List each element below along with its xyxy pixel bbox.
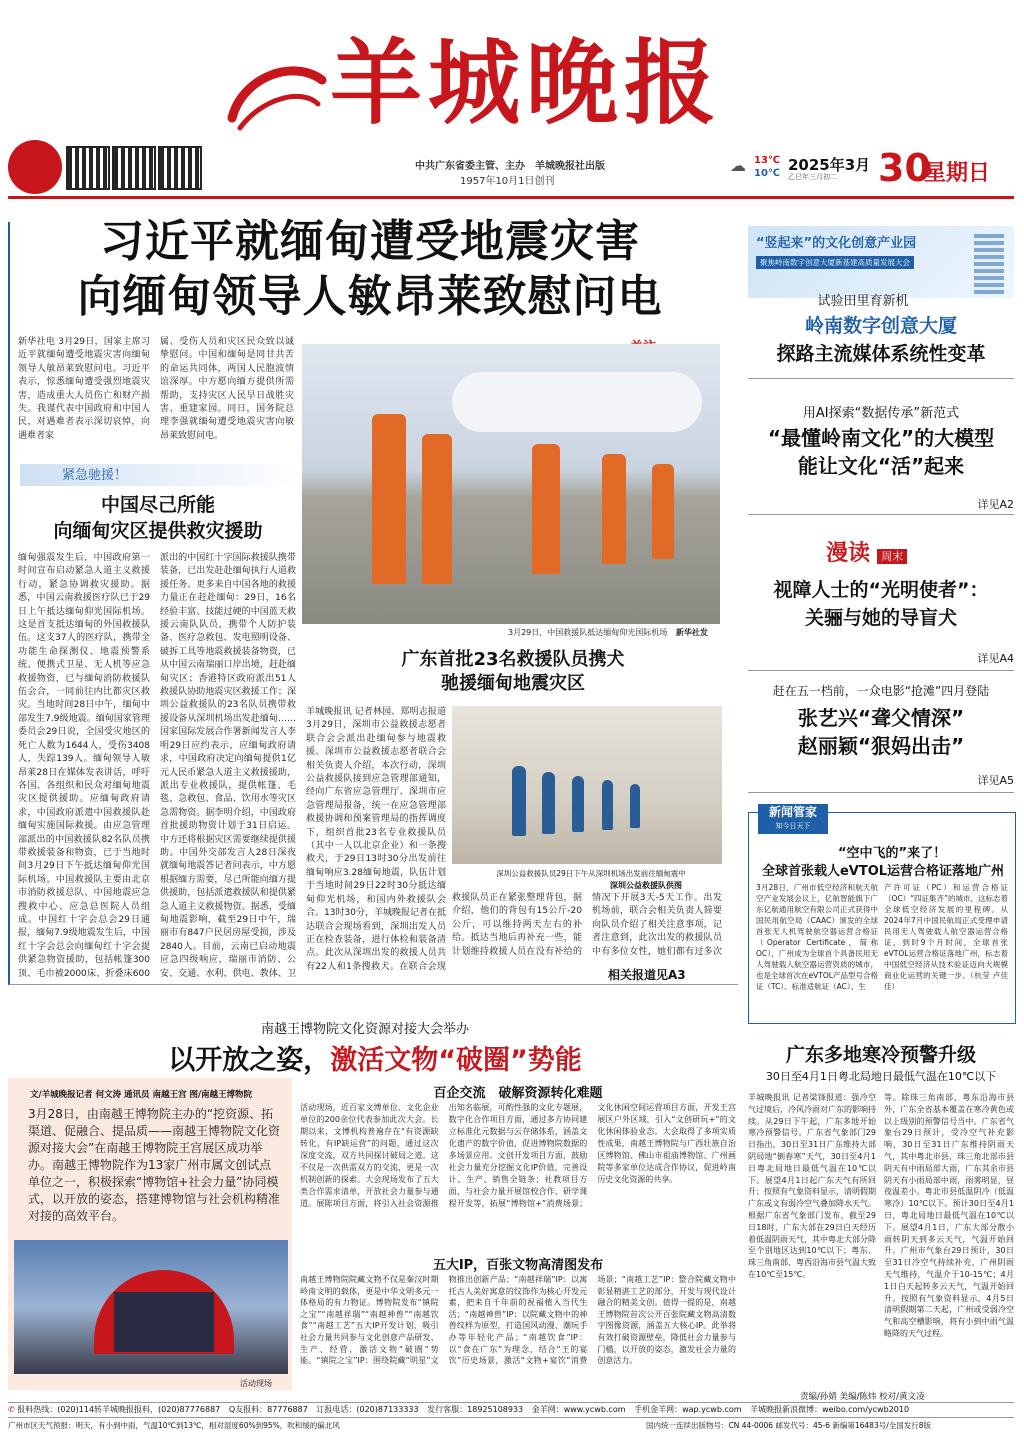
rescue-body-col1: 缅甸强震发生后，中国政府第一时间宣布启动紧急人道主义救援行动，紧急协调救灾援助。据悉，中国云南救援医疗队已于29日上午抵达缅甸仰光国际机场。这是首支抵达缅甸的外国救援队伍。这支37人的医疗队，携带全功能生命探测仪、地震预警系统、便携式卫星、无人机等应急救援物资，已与缅甸消防救援队伍会合，一同前往内比都灾区救灾。当地时间28日中午，缅甸中部发生7.9级地震。缅甸国家管理委员会29日说，全国受灾地区的死亡人数为1644人，受伤3408人，失踪139人。缅甸领导人敏昂莱28日在媒体发表讲话，呼吁各国、各组织和民众对缅甸地震灾区提供援助。应缅甸政府请求，中国政府派遣中国救援队赴缅甸实施国际救援。由应急管理部派出的中国救援队82名队员携带救援装备和物资，已于当地时间3月29日下午抵达缅甸仰光国际机场。中国救援队主要由北京市消防救援总队、中国地震应急搜救中心、应急总医院人员组成。中国红十字会总会29日通报，缅甸7.9级地震发生后，中国红十字会总会向缅甸红十字会提供紧急物资援助，包括帐篷300顶、毛巾被2000床、折叠床600	[18, 553, 150, 979]
airport-photo-caption: 深圳公益救援队员29日下午从深圳机场出发前往缅甸震中	[496, 869, 686, 878]
footer-qq: Q友报料：87776887	[228, 1405, 308, 1414]
footer-subscribe: 订报电话：(020)87133333	[316, 1405, 419, 1414]
qr-code-icon	[158, 146, 202, 190]
qr-code-icon	[112, 146, 156, 190]
rescuer-figure	[422, 434, 452, 584]
building-icon	[974, 234, 1004, 294]
lead-headline-line2: 向缅甸领导人敏昂莱致慰问电	[77, 271, 663, 322]
news-manager-title: 新闻管家	[768, 805, 817, 819]
footer-serial: 国内统一连续出版物号：CN 44-0006 邮发代号：45-6 新编第16483号/全国发行8版	[646, 1421, 932, 1430]
rescuer-figure	[602, 454, 626, 564]
weekend-tag-badge: 周末	[877, 549, 907, 564]
rescue-title	[18, 492, 298, 544]
footer-mobile: 手机金羊网：wap.ycwb.com	[634, 1405, 742, 1414]
footer-weibo: 羊城晚报新浪微博：weibo.com/ycwb2010	[750, 1405, 910, 1414]
museum-sub1-text: 活动现场，近百家文博单位、文化企业单位的200余位代表参加此次大会。长期以来，文博机构普遍存在“有资源缺转化，有IP缺运营”的问题，通过这次深度交流，双方共同探讨破局之道。这不仅是一次供需双方的交流，更是一次机制创新的探索。大会现场发布了五大类合作需求清单，开放社会力量参与通道。展陈项目方面，将引入社会资源推出知名临展，可酌性强的文化专题展，数字化合作项目方面，通过多方协同建立标准化元数据与云存储体系，涵盖文化遗产的数字价值，促进博物院数据的多场景应用。文创开发项目方面，鼓励社会力量充分挖掘文化IP价值，完善设计、生产、销售全链条；社教项目方面，与社会力量开展馆校合作、研学课程开发等，拓展“博物馆+”消费场景；文化休闲空间运营项目方面，开发王宫展区户外区域，引入“文创研玩+”的文化休闲体验业态。大会取得了多项实质性成果，南越王博物院与广西壮族自治区博物馆、佛山市祖庙博物馆、广州画院等多家单位达成合作协议，促进岭南历史文化资源的共享。	[300, 1103, 736, 1208]
sidebar-divider	[748, 670, 1014, 671]
rescuer-figure	[602, 780, 613, 830]
newspaper-logo-swirl-icon	[222, 58, 330, 138]
rescue-body-col2: 派出的中国红十字国际救援队携带装备，已出发赶赴缅甸执行人道救援任务。更多来自中国各地的救援力量正在赶赴缅甸：29日，16名经验丰富、技能过硬的中国蓝天救援云南队队员，携带个人防护装备、医疗急救包、发电照明设备、破拆工具等地震救援装备物资，已从中国云南瑞丽口岸出境，赶赴缅甸灾区；香港特区政府派出51人救援队协助地震灾区救援工作；深圳公益救援队的23名队员携带救援设备从深圳机场出发赴缅甸……国家国际发展合作署新闻发言人李明29日应约表示，应缅甸政府请求，中国政府决定向缅甸提供1亿元人民币紧急人道主义救援援助，派出专业救援队，提供帐篷、毛毯、急救包、食品、饮用水等灾区急需物资。据李明介绍，中国政府首批援助物资计划于31日启运。中方还将根据灾区需要继续提供援助。中国外交部发言人28日深夜就缅甸地震答记者问表示，中方愿根据缅方需要，尽己所能向缅方提供援助，包括派遣救援队和提供紧急人道主义救援物资。据悉，受缅甸地震影响，截至29日中午，瑞丽市有847户民居房屋受损，涉及2840人。目前，云南已启动地震应急四级响应，瑞丽市消防、公安、交通、水利、供电、教体、卫	[160, 553, 296, 979]
newspaper-title: 羊城晚报	[330, 29, 723, 137]
stage-screen-shape	[114, 1292, 214, 1352]
rescuer-figure	[372, 414, 406, 584]
footer-forecast: 广州市区天气预报：明天，有小到中雨，气温10℃到13℃，相对湿度60%到95%，吹和缓的偏北风	[8, 1421, 340, 1430]
weather-high: 13℃	[754, 155, 781, 166]
weekend-head-line1: 视障人士的“光明使者”：	[773, 579, 989, 601]
weather-low: 10℃	[754, 168, 781, 179]
museum-sub2-text: 南越王博物院院藏文物不仅是秦汉时期岭南文明的载体，更是中华文明多元一体格局的有力物证。博物院发布“镇院之宝”“南越祥瑞”“南越神兽”“南越饮食”“南越工艺”五大IP开发计划，吸引社会力量共同参与文化创意产品研发、生产、经营，激活文物“破圈”势能。“镇院之宝”IP：围绕院藏“明星”文物推出创新产品；“南越祥瑞”IP：以寓托古人美好寓意的纹饰作为核心开发元素，把来自千年前的祝福植入当代生活；“南越神兽”IP：以院藏文物中的神兽纹样为原型，打造国风动漫、潮玩手办等年轻化产品；“南越饮食”IP：以“食在广东”为理念，结合“王的宴饮”历史场景，激活“文物+宴饮”消费场景；“南越工艺”IP：整合院藏文物中彰显精湛工艺的部分，开发与现代设计融合的精美文创。值得一提的是，南越王博物院首次公开百张院藏文物高清数字图像资源，涵盖五大核心IP。此举将有效打破资源壁垒，降低社会力量参与门槛，以开放的姿态，激发社会力量的创意活力。	[300, 1275, 736, 1366]
ai-head-line2: 能让文化“活”起来	[797, 454, 965, 478]
airport-team-photo	[452, 706, 722, 864]
cold-body-col1: 羊城晚报讯 记者梁锋报道：强冷空气过境后，冷风冷雨对广东的影响持续。从29日下午起，广东多地开始寒冷预警信号。广东省气象部门29日指出，30日至31日广东维持大部阴局地“倒春寒”天气，30日至4月1日粤北局地日最低气温在10℃以下。展望4月1日起广东天气有所回升；按照有气象资料显示，清明假期广东或文有弱冷空气叠加降水天气。根据广东省气象部门发布，截至29日18时，广东大部在29日白天经历着低温阴雨天气，其中粤北大部分降至个别地区达到10℃以下；粤东、珠三角南部、粤西沿海市县气温大致在10℃至15℃。	[748, 1093, 876, 1279]
masthead	[0, 0, 1024, 200]
lead-body-col2: 属、受伤人员和灾区民众致以诚挚慰问。中国和缅甸是同甘共苦的命运共同体，两国人民胞波情谊深厚。中方愿向缅方提供所需帮助，支持灾区人民早日战胜灾害、重建家园。同日，国务院总理李强就缅甸遭受地震灾害向敏昂莱致慰问电。	[160, 337, 294, 441]
museum-byline: 文/羊城晚报记者 何文涛 通讯员 南越王宫 图/南越王博物院	[30, 1090, 253, 1100]
anniversary-seal-icon	[8, 140, 62, 194]
lunar-date: 乙巳年三月初二	[788, 173, 837, 181]
lead-body-col1: 新华社电 3月29日，国家主席习近平就缅甸遭受地震灾害向缅甸领导人敏昂莱致慰问电。习近平表示，惊悉缅甸遭受强烈地震灾害，造成重大人员伤亡和财产损失。我谨代表中国政府和中国人民，对遇难者表示深切哀悼，向遇难者家	[18, 337, 150, 441]
issue-weekday: 星期日	[924, 161, 991, 186]
weather-icon: ☁	[730, 156, 746, 175]
weekend-tag	[826, 536, 907, 567]
rescuer-figure	[652, 464, 674, 559]
museum-kicker: 南越王博物院文化资源对接大会举办	[260, 1022, 469, 1037]
promo-head-line2: 探路主流媒体系统性变革	[776, 343, 986, 365]
qr-code-icon	[66, 146, 110, 190]
rescuer-figure	[532, 444, 560, 574]
photo-caption-text: 3月29日，中国救援队抵达缅甸仰光国际机场	[508, 628, 668, 637]
museum-event-photo	[14, 1240, 288, 1374]
ai-kicker: 用AI探索“数据传承”新范式	[802, 406, 960, 421]
evtol-body-col1: 3月28日，广州市低空经济和航天航空产业发展会议上，亿航智能旗下广东亿航通用航空有限公司正式获得中国民用航空局（CAAC）颁发的全球首张无人机驾驶航空器运营合格证（Operator Certificate，简称OC），广州成为全球首个具备民用无人驾驶载人航空器运营资质的城市，也是全球首次在eVTOL产品型号合格证（TC）、标准适航证（AC）、生	[756, 883, 878, 991]
evtol-body-col2: 产许可证（PC）和运营合格证（OC）“四证集齐”的城市，这标志着全球低空经济发展的里程碑。从2024年7月中国民航局正式受理申请民用无人驾驶载人航空器运营合格证，到时9个月时间，全球首张eVTOL运营合格证落地广州，标志着中国低空经济从技术验证迈向大规模商业化运营的关键一步。（杭莹 卢佳佳）	[884, 883, 1008, 991]
rescue-title-line2: 向缅甸灾区提供救灾援助	[53, 520, 263, 542]
evtol-kicker: “空中飞的”来了！	[838, 846, 947, 861]
footer-hotline: 报料热线：(020)114转羊城晚报报料，(020)87776887	[17, 1405, 221, 1414]
airplane-shape	[452, 372, 702, 432]
cold-body-col2: 等。除珠三角南部、粤东沿海市县外，广东全省基本覆盖在寒冷黄色或以上级别的预警信号当中。广东省气象台29日预计，受冷空气补充影响，30日至31日广东维持阴雨天气，其中粤北市县，珠三角北部市县阴天有中雨局部大雨，广东其余市县阴天有小雨局部中雨，雨雾明显，昼夜温差小。粤北市县低温阴冷（低温寒冷）10℃以下。预计30日至4月1日，粤北局地日最低气温在10℃以下。展望4月1日，广东大部分散小雨转阴天到多云天气，气温开始回升。广州市气象台29日预计，30日至31日冷空气持续补充，广州阴雨天气维持，气温介于10-15℃；4月1日白天起转多云天气，气温开始回升。按照有气象资料显示，4月5日清明假期第二天起，广州或受弱冷空气和高空槽影响，将有小到中雨气温略降的天气过程。	[884, 1093, 1014, 1338]
hotline-icon: ✆	[8, 1405, 15, 1414]
issue-day: 30	[878, 146, 931, 190]
publisher-line: 中共广东省委主管、主办 羊城晚报社出版	[415, 161, 605, 172]
promo-banner-sub: 聚焦岭南数字创意大厦新基建高质量发展大会	[756, 256, 914, 269]
footer-service: 发行客服：18925108933	[427, 1405, 524, 1414]
gd-team-body-col2: 救援队员正在紧张整理背包，据介绍，他们的背包有15公斤-20公斤，可以维持两天左右的补给。抵达当地后再补充一些，能计划维持救援人员在没有补给的情况下开展3天-5天工作。出发机场前，联合会相关负责人简要向队员介绍了相关注意事项，记者注意到，此次出发的救援队员中有多位女性，她们都有过多次	[452, 893, 722, 957]
gd-team-body-col1: 羊城晚报讯 记者林园、郑明志报道 3月29日，深圳市公益救援志愿者联合会会派出赴缅甸参与地震救援。深圳市公益救援志愿者联合会相关负责人介绍，本次行动，深圳公益救援队接到应急管理部通知，经向广东省应急管理厅、深圳市应急管理局报备，统一在应急管理部救援协调和预案管理局的指挥调度下，组织首批23名专业救援队员（其中一人以北京企业）和一条搜救犬，于29日13时30分出发前往缅甸响应3.28缅甸地震，队伍计划于当地时间29日22时30分抵达缅甸仰光机场，和国内外救援队会合。13时30分，羊城晚报记者在抵达联合会现场看到，深圳出发人员正在检查装备，进行体检和装备清点。此次从深圳出发的救援人员共有22人和1条搜救犬。在联合会现	[306, 707, 446, 972]
museum-sub2: 五大IP，百张文物高清图发布	[432, 1258, 604, 1273]
rescue-kicker	[20, 464, 300, 486]
airport-photo-credit: 深圳公益救援队供图	[610, 881, 682, 890]
film-head-line1: 张艺兴“聋父情深”	[797, 706, 965, 730]
film-see-also: 详见A5	[977, 774, 1014, 787]
promo-head-line1: 岭南数字创意大厦	[804, 315, 957, 337]
founded-line: 1957年10月1日创刊	[460, 176, 555, 187]
sidebar-divider	[748, 792, 1014, 793]
news-manager-tag	[758, 804, 828, 834]
promo-banner	[748, 226, 1014, 298]
rescuer-figure	[572, 776, 584, 832]
cold-subheadline: 30日至4月1日粤北局地日最低气温在10℃以下	[765, 1070, 997, 1083]
rescuer-figure	[630, 784, 640, 828]
gd-team-title-line2: 驰援缅甸地震灾区	[441, 673, 585, 694]
film-head-line2: 赵丽颖“狠妈出击”	[797, 734, 965, 758]
footer-contact-bar	[8, 1402, 1014, 1418]
weekend-headline	[748, 576, 1014, 632]
museum-headline	[20, 1038, 730, 1077]
rescuer-figure	[542, 772, 555, 834]
sidebar-divider	[748, 378, 1014, 379]
ai-headline	[748, 424, 1014, 480]
news-manager-sub: 知今日天下	[775, 822, 811, 830]
masthead-divider	[8, 196, 1014, 199]
museum-head-red: 激活文物“破圈”势能	[330, 1045, 582, 1076]
museum-head-black: 以开放之姿，	[168, 1045, 331, 1076]
evtol-headline: 全球首张载人eVTOL运营合格证落地广州	[761, 864, 1005, 879]
ai-see-also: 详见A2	[977, 498, 1014, 511]
editors-line: 责编/孙婧 美编/陈炜 校对/黄文凌	[800, 1392, 925, 1402]
rescue-title-line1: 中国尽己所能	[100, 494, 215, 516]
photo-caption	[508, 627, 708, 638]
ai-head-line1: “最懂岭南文化”的大模型	[767, 426, 995, 450]
promo-kicker: 试验田里育新机	[817, 294, 909, 309]
lead-headline	[12, 214, 728, 324]
museum-sub1: 百企交流 破解资源转化难题	[433, 1086, 603, 1101]
gd-team-title	[304, 648, 722, 696]
museum-intro: 3月28日，由南越王博物院主办的“挖资源、拓渠道、促融合、提品质——南越王博物院文化资源对接大会”在南越王博物院王宫展区成功举办。南越王博物院作为13家广州市属文创试点单位之一，积极探索“博物馆+社会力量”协同模式，以开放的姿态，搭建博物馆与社会机构精准对接的高效平台。	[28, 1107, 281, 1223]
promo-headline	[748, 312, 1014, 368]
weekend-see-also: 详见A4	[977, 652, 1014, 665]
rescue-team-photo	[302, 344, 720, 624]
rescuer-figure	[512, 766, 526, 836]
cold-headline: 广东多地寒冷预警升级	[785, 1044, 976, 1066]
weekend-tag-text: 漫读	[826, 541, 871, 566]
footer-website: 金羊网：www.ycwb.com	[531, 1405, 626, 1414]
photo-credit: 新华社发	[675, 628, 708, 637]
film-headline	[748, 704, 1014, 760]
museum-photo-caption: 活动现场	[240, 1379, 272, 1388]
sidebar-divider	[748, 514, 1014, 515]
weekend-head-line2: 关骊与她的导盲犬	[804, 607, 957, 629]
related-report: 相关报道见A3	[608, 968, 686, 982]
rescue-kicker-text: 紧急驰援！	[62, 468, 128, 483]
issue-date: 2025年3月	[788, 156, 871, 174]
gd-team-title-line1: 广东首批23名救援队员携犬	[401, 649, 625, 670]
footer	[0, 1392, 1024, 1442]
lead-headline-line1: 习近平就缅甸遭受地震灾害	[100, 216, 640, 267]
promo-banner-title: “竖起来”的文化创意产业园	[756, 236, 917, 251]
film-kicker: 赶在五一档前，一众电影“抢滩”四月登陆	[772, 684, 990, 698]
